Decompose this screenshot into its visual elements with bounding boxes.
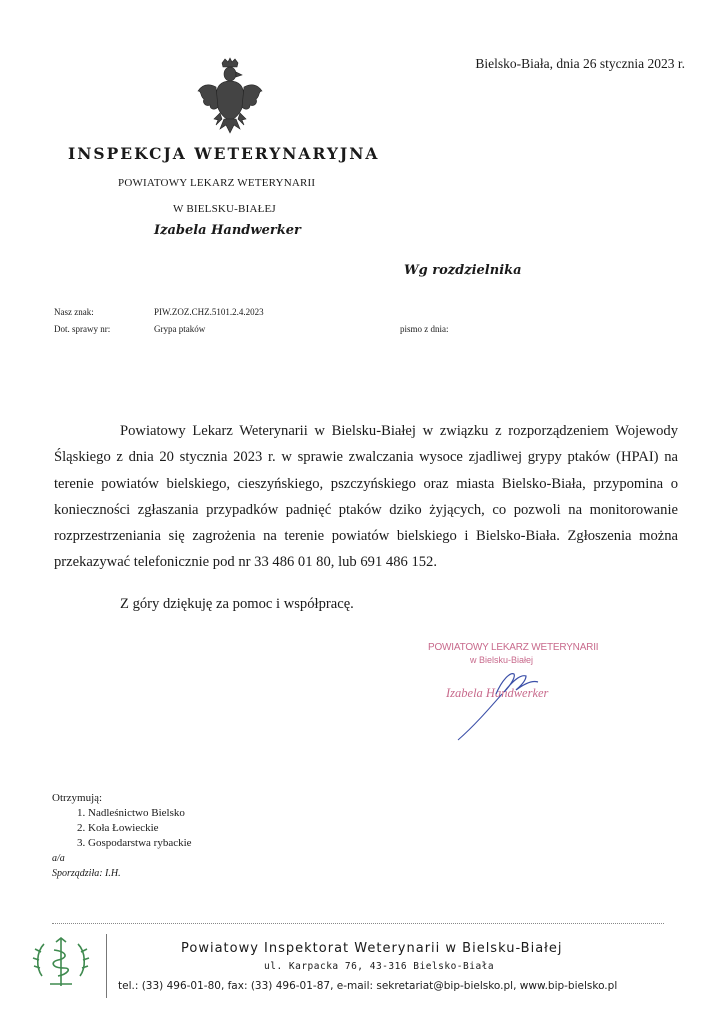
footer-separator: [106, 934, 107, 998]
handwritten-signature: [418, 650, 608, 750]
body-paragraph: Powiatowy Lekarz Weterynarii w Bielsku-Białej w związku z rozporządzeniem Wojewody Śląskiego z dnia 20 stycznia 2023 r. w sprawie zwalczania wysoce zjadliwej grypy ptaków (HPAI) na terenie powiatów bielskiego, cieszyńskiego, pszczyńskiego oraz miasta Bielsko-Biała, przypomina o konieczności zgłaszania przypadków padnięć ptaków dziko żyjących, co pozwoli na monitorowanie rozprzestrzeniania się zagrożenia na terenie powiatów bielskiego i Bielsko-Biała. Zgłoszenia można przekazywać telefonicznie pod nr 33 486 01 80, lub 691 486 152.: [54, 423, 678, 571]
aa-note: a/a: [52, 853, 65, 864]
institution-title: INSPEKCJA WETERYNARYJNA: [68, 144, 380, 163]
recipient-heading: Wg rozdzielnika: [404, 263, 522, 278]
officer-name: Izabela Handwerker: [154, 223, 301, 238]
footer-contact: tel.: (33) 496-01-80, fax: (33) 496-01-87, e-mail: sekretariat@bip-bielsko.pl, www.bip-bielsko.pl: [118, 980, 618, 992]
letter-date: Bielsko-Biała, dnia 26 stycznia 2023 r.: [475, 56, 685, 71]
footer-title: Powiatowy Inspektorat Weterynarii w Bielsku-Białej: [181, 941, 563, 956]
list-item: 1. Nadleśnictwo Bielsko: [88, 806, 192, 821]
letter-body: [54, 418, 678, 576]
veterinary-logo-icon: [28, 928, 94, 994]
stamp-line-3: Izabela Handwerker: [446, 686, 549, 700]
position-line-1: POWIATOWY LEKARZ WETERYNARII: [118, 177, 316, 189]
our-ref-value: PIW.ZOZ.CHZ.5101.2.4.2023: [154, 307, 264, 317]
footer-address: ul. Karpacka 76, 43-316 Bielsko-Biała: [264, 961, 495, 972]
polish-eagle-icon: [196, 57, 264, 137]
case-label: Dot. sprawy nr:: [54, 324, 111, 334]
recipients-label: Otrzymują:: [52, 792, 103, 804]
position-line-2: W BIELSKU-BIAŁEJ: [173, 203, 276, 215]
stamp-line-2: w Bielsku-Białej: [470, 655, 534, 665]
letter-date-label: pismo z dnia:: [400, 324, 449, 334]
recipients-list: [52, 791, 192, 881]
list-item: 3. Gospodarstwa rybackie: [88, 836, 192, 851]
footer-divider: [52, 923, 664, 924]
list-item: 2. Koła Łowieckie: [88, 821, 192, 836]
thanks-line: Z góry dziękuję za pomoc i współpracę.: [120, 596, 354, 612]
prepared-by: Sporządziła: I.H.: [52, 868, 121, 879]
case-value: Grypa ptaków: [154, 324, 206, 334]
stamp-line-1: POWIATOWY LEKARZ WETERYNARII: [428, 642, 599, 653]
our-ref-label: Nasz znak:: [54, 307, 94, 317]
